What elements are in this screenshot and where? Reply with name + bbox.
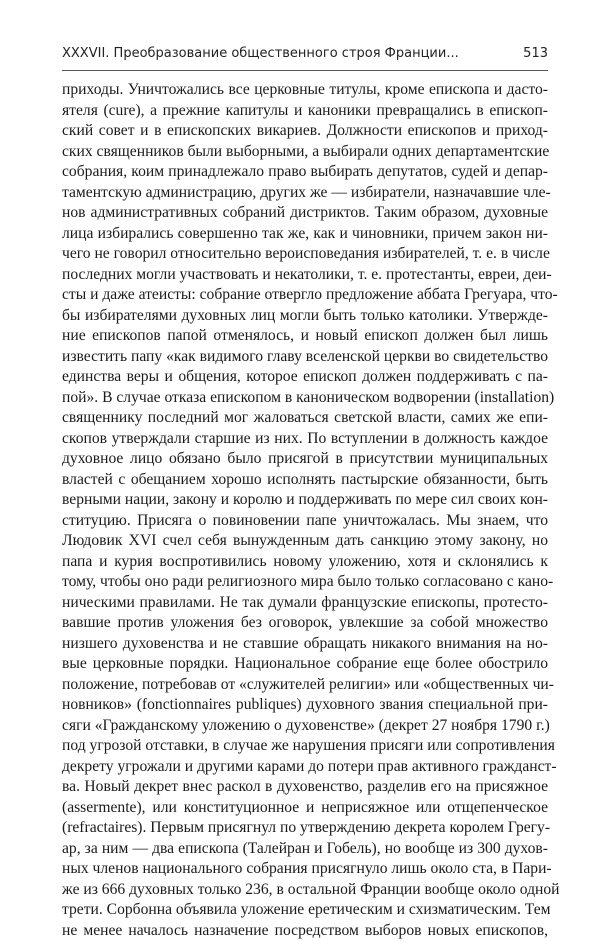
- text-line: ятеля (cure), а прежние капитулы и каноники превращались в епископ-: [62, 101, 548, 122]
- text-line: папа и курия воспротивились новому уложению, хотя и склонялись к: [62, 552, 548, 573]
- running-title: XXXVII. Преобразование общественного строя Франции...: [62, 46, 459, 61]
- text-line: вавшие против уложения без оговорок, увлекшие за собой множество: [62, 613, 548, 634]
- text-line: ский совет и в епископских викариев. Должности епископов и приход-: [62, 121, 548, 142]
- running-header: [62, 46, 548, 66]
- text-line: священнику последний мог жаловаться светской власти, самих же епи-: [62, 408, 548, 429]
- text-line: чего не говорил относительно вероисповедания избирателей, т. е. в числе: [62, 244, 548, 265]
- text-line: бы избирателями духовных лиц могли быть только католики. Утвержде-: [62, 306, 548, 327]
- text-line: трети. Сорбонна объявила уложение еретическим и схизматическим. Тем: [62, 900, 548, 921]
- text-line: (refractaires). Первым присягнул по утверждению декрета королем Грегу-: [62, 818, 548, 839]
- text-line: пой». В случае отказа епископом в каноническом водворении (installation): [62, 388, 548, 409]
- text-line: лица избирались совершенно так же, как и чиновники, причем закон ни-: [62, 224, 548, 245]
- text-line: положение, потребовав от «служителей религии» или «общественных чи-: [62, 675, 548, 696]
- text-line: последних могли участвовать и некатолики, т. е. протестанты, евреи, деи-: [62, 265, 548, 286]
- text-line: Людовик XVI счел себя вынужденным дать санкцию этому закону, но: [62, 531, 548, 552]
- text-line: под угрозой отставки, в случае же нарушения присяги или сопротивления: [62, 736, 548, 757]
- text-line: известить папу «как видимого главу вселенской церкви во свидетельство: [62, 347, 548, 368]
- text-line: собрания, коим принадлежало право выбирать депутатов, судей и депар-: [62, 162, 548, 183]
- text-line: не менее началось назначение посредством выборов новых епископов,: [62, 921, 548, 941]
- text-line: ническими правилами. Не так думали французские епископы, протесто-: [62, 593, 548, 614]
- text-line: ских священников были выборными, а выбирали одних департаментские: [62, 142, 548, 163]
- text-line: приходы. Уничтожались все церковные титулы, кроме епископа и дасто-: [62, 80, 548, 101]
- text-line: духовное лицо обязано было присягой в присутствии муниципальных: [62, 449, 548, 470]
- text-line: ституцию. Присяга о повиновении папе уничтожалась. Мы знаем, что: [62, 511, 548, 532]
- page-number: 513: [523, 46, 548, 61]
- text-line: (assermente), или конституционное и неприсяжное или отщепенческое: [62, 798, 548, 819]
- text-line: новников» (fonctionnaires publiques) духовного звания специальной при-: [62, 695, 548, 716]
- text-line: ных членов национального собрания присягнуло лишь около ста, в Пари-: [62, 859, 548, 880]
- text-line: таментскую администрацию, других же — избиратели, назначавшие чле-: [62, 183, 548, 204]
- text-line: ние епископов папой отменялось, и новый епископ должен был лишь: [62, 326, 548, 347]
- text-line: властей с обещанием хорошо исполнять пастырские обязанности, быть: [62, 470, 548, 491]
- text-line: сяги «Гражданскому уложению о духовенстве» (декрет 27 ноября 1790 г.): [62, 716, 548, 737]
- text-line: нов административных собраний дистриктов. Таким образом, духовные: [62, 203, 548, 224]
- text-line: скопов утверждали старшие из них. По вступлении в должность каждое: [62, 429, 548, 450]
- text-line: верными нации, закону и королю и поддерживать по мере сил своих кон-: [62, 490, 548, 511]
- text-line: единства веры и общения, которое епископ должен поддерживать с па-: [62, 367, 548, 388]
- text-line: вые церковные порядки. Национальное собрание еще более обострило: [62, 654, 548, 675]
- text-line: ар, за ним — два епископа (Талейран и Гобель), но вообще из 300 духов-: [62, 839, 548, 860]
- body-text: [62, 80, 548, 941]
- text-line: же из 666 духовных только 236, в остальной Франции вообще около одной: [62, 880, 548, 901]
- text-line: тому, чтобы оно ради религиозного мира было только согласовано с кано-: [62, 572, 548, 593]
- text-line: низшего духовенства и не ставшие обращать никакого внимания на но-: [62, 634, 548, 655]
- text-line: декрету угрожали и другими карами до потери прав активного гражданст-: [62, 757, 548, 778]
- text-line: ва. Новый декрет внес раскол в духовенство, разделив его на присяжное: [62, 777, 548, 798]
- header-rule: [62, 70, 548, 71]
- text-line: сты и даже атеисты: собрание отвергло предложение аббата Грегуара, что-: [62, 285, 548, 306]
